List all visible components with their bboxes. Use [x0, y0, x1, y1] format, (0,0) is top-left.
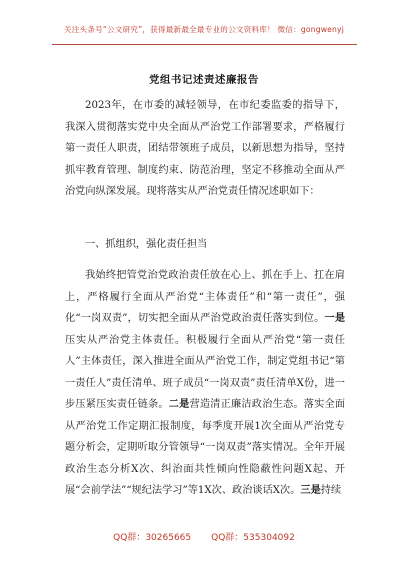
body-text-segment: 压实从严治党主体责任。积极履行全面从严治党“第一责任人”主体责任，深入推进全面从严治党工作，制定党组书记“第一责任人”责任清单、班子成员“一岗双责”责任清单X份，进一步压紧压实责任链条。	[65, 334, 345, 410]
body-text-segment: 持续	[320, 485, 342, 496]
body-text-segment: 营造清正廉洁政治生态。落实全面从严治党工作定期汇报制度，每季度开展1次全面从严治党专题分析会，定期听取分管领导“一岗双责”落实情况。全年开展政治生态分析X次、纠治面共性倾向性隐蔽性问题X起、开展“会前学法”“规纪法学习”等1X次、政治谈话X次。	[65, 399, 346, 496]
intro-paragraph: 2023年，在市委的减轻领导，在市纪委监委的指导下，我深入贯彻落实党中央全面从严治党工作部署要求，严格履行第一责任人职责，团结带领班子成员，以新思想为指导，坚持抓牢教育管理、制度约束、防范治理，坚定不移推动全面从严治党向纵深发展。现将落实从严治党责任情况述职如下：	[65, 100, 345, 197]
document-title: 党组书记述责述廉报告	[149, 74, 259, 86]
footer-contact	[0, 530, 408, 543]
body-text-segment: 我始终把管党治党政治责任放在心上、抓在手上、扛在肩上，严格履行全面从严治党“主体责任”和“第一责任”，强化“一岗双责”，切实把全面从严治党政治责任落实到位。	[65, 270, 345, 324]
point-marker-three: 三是	[300, 484, 321, 496]
point-marker-two: 二是	[168, 398, 190, 410]
header-divider	[52, 44, 357, 45]
qq-group-1: QQ群：30265665	[113, 533, 192, 543]
section-heading: 一、抓组织，强化责任担当	[85, 239, 208, 250]
header-banner: 关注头条号“公文研究”，获得最新最全最专业的公文资料库！ 微信：gongwenyj	[63, 25, 345, 34]
point-marker-one: 一是	[324, 312, 346, 324]
body-paragraph	[65, 265, 345, 502]
qq-group-2: QQ群：535304092	[211, 533, 295, 543]
